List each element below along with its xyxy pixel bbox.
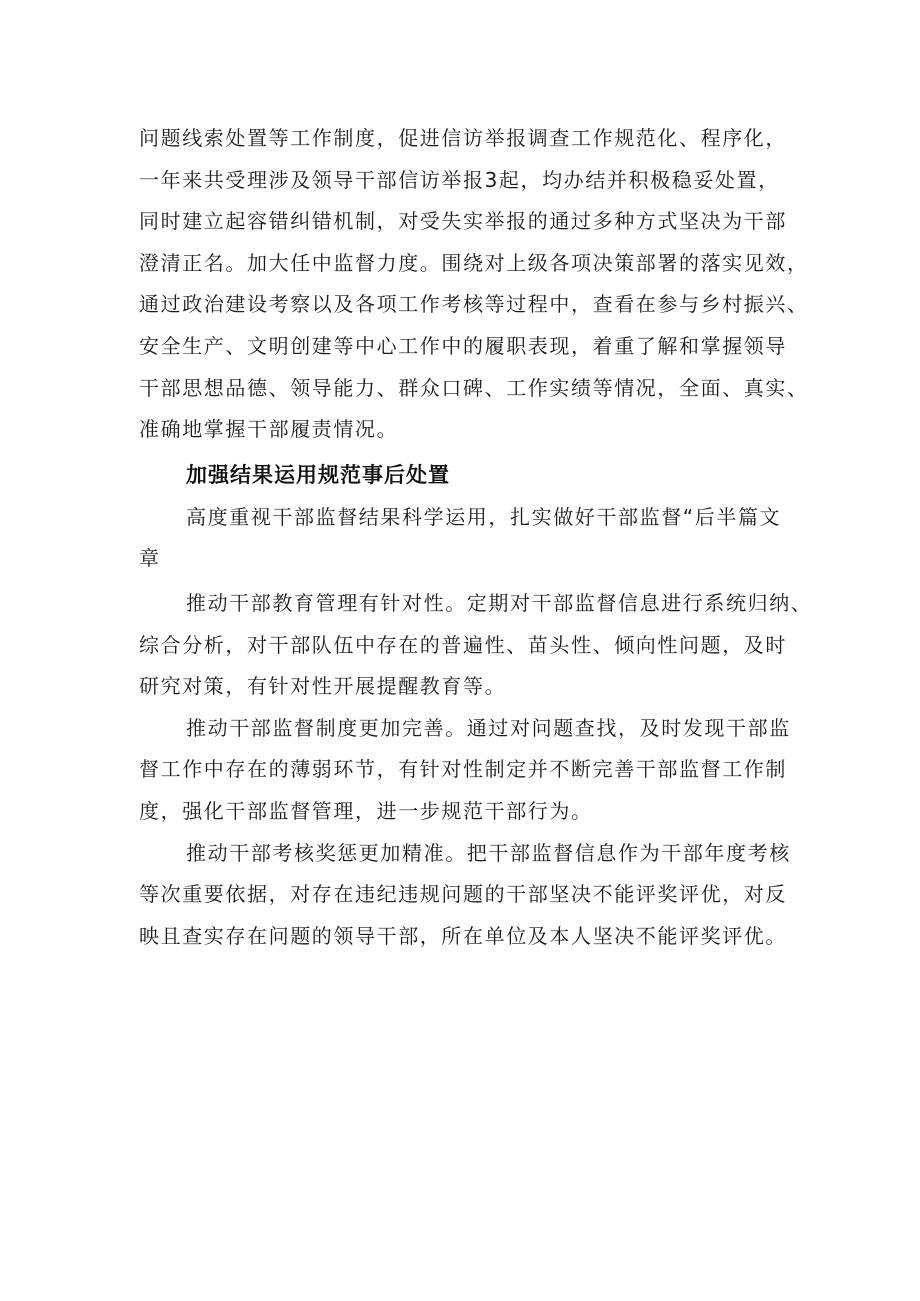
paragraph-line: 推动干部教育管理有针对性。定期对干部监督信息进行系统归纳、 xyxy=(186,590,813,615)
paragraph-line: 推动干部监督制度更加完善。通过对问题查找，及时发现干部监 xyxy=(186,715,791,740)
paragraph-line: 通过政治建设考察以及各项工作考核等过程中，查看在参与乡村振兴、 xyxy=(139,292,809,317)
paragraph-line: 高度重视干部监督结果科学运用，扎实做好干部监督“后半篇文 xyxy=(186,504,782,529)
paragraph-line: 准确地掌握干部履责情况。 xyxy=(139,417,399,442)
paragraph-line: 章 xyxy=(139,546,161,571)
paragraph-line: 一年来共受理涉及领导干部信访举报3起，均办结并积极稳妥处置， xyxy=(139,167,780,192)
paragraph-line: 研究对策，有针对性开展提醒教育等。 xyxy=(139,674,507,699)
paragraph-line: 问题线索处置等工作制度，促进信访举报调查工作规范化、程序化， xyxy=(139,126,787,150)
paragraph-line: 安全生产、文明创建等中心工作中的履职表现，着重了解和掌握领导 xyxy=(139,333,787,358)
paragraph-line: 督工作中存在的薄弱环节，有针对性制定并不断完善干部监督工作制 xyxy=(139,757,787,782)
paragraph-line: 同时建立起容错纠错机制，对受失实举报的通过多种方式坚决为干部 xyxy=(139,209,787,234)
paragraph-line: 澄清正名。加大任中监督力度。围绕对上级各项决策部署的落实见效， xyxy=(139,250,809,275)
paragraph-line: 映且查实存在问题的领导干部，所在单位及本人坚决不能评奖评优。 xyxy=(139,923,787,948)
paragraph-line: 干部思想品德、领导能力、群众口碑、工作实绩等情况，全面、真实、 xyxy=(139,375,809,400)
paragraph-line: 度，强化干部监督管理，进一步规范干部行为。 xyxy=(139,798,593,823)
education-paragraph xyxy=(139,583,813,708)
paragraph-line: 推动干部考核奖惩更加精准。把干部监督信息作为干部年度考核 xyxy=(186,840,791,865)
paragraph-line: 综合分析，对干部队伍中存在的普遍性、苗头性、倾向性问题，及时 xyxy=(139,632,787,657)
section-heading: 加强结果运用规范事后处置 xyxy=(186,462,450,487)
system-paragraph xyxy=(139,708,799,833)
assessment-paragraph xyxy=(139,833,799,958)
document-body xyxy=(139,118,813,957)
paragraph-line: 等次重要依据，对存在违纪违规问题的干部坚决不能评奖评优，对反 xyxy=(139,882,787,907)
intro-paragraph xyxy=(139,497,799,580)
continued-paragraph xyxy=(139,118,809,451)
